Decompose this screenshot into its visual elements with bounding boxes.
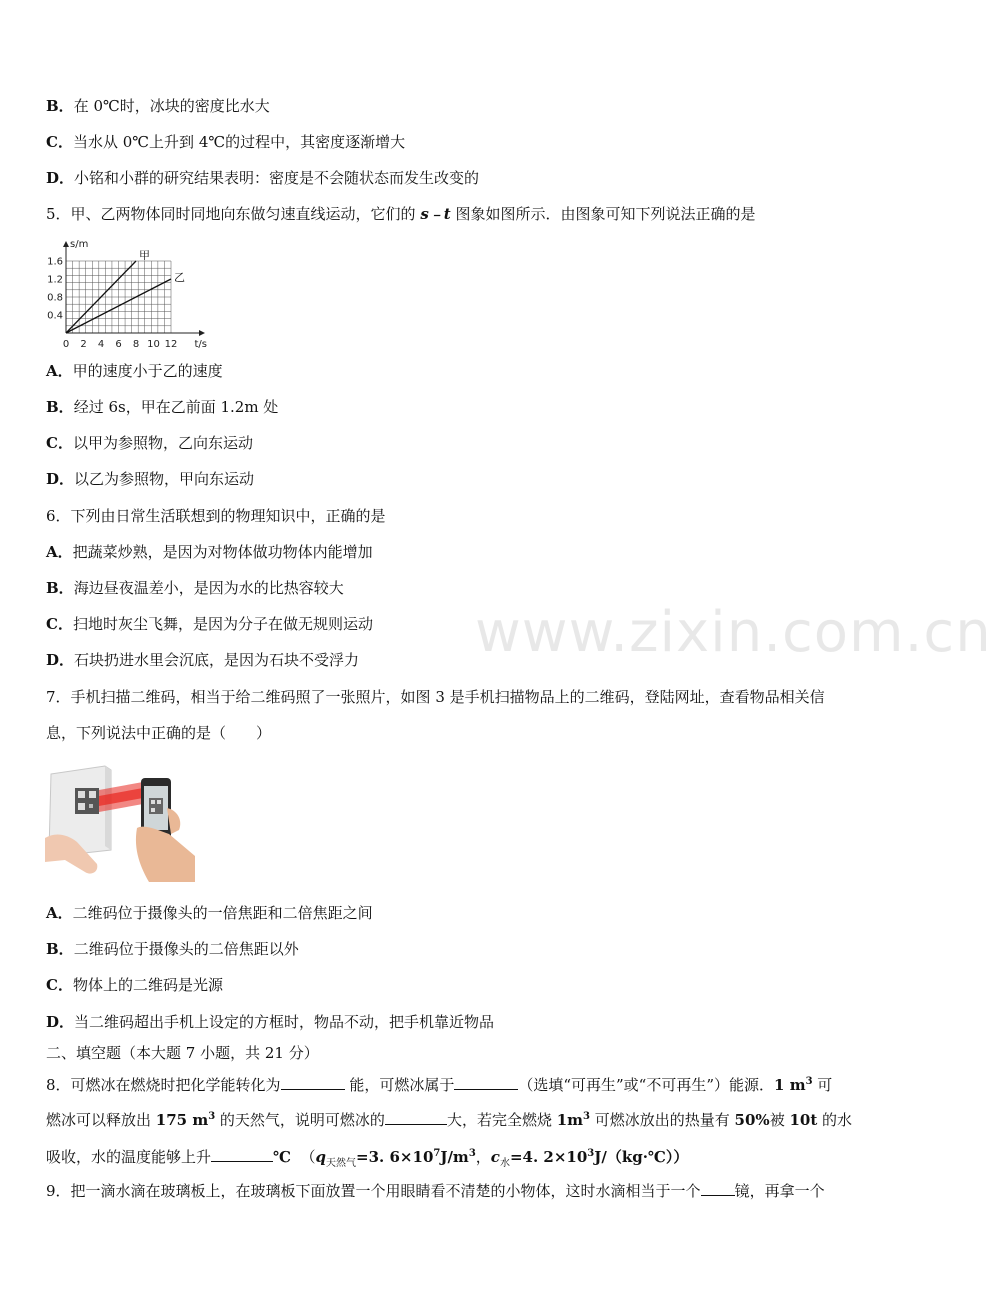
q5-option-a[interactable]: A．甲的速度小于乙的速度: [46, 362, 223, 380]
q8-line1: 8．可燃冰在燃烧时把化学能转化为 能，可燃冰属于 （选填“可再生”或“不可再生”）能源．1 $m^3$ 可: [46, 1076, 833, 1094]
q8-blank-1[interactable]: [281, 1075, 345, 1090]
q6-stem: 6．下列由日常生活联想到的物理知识中，正确的是: [46, 507, 386, 525]
y-tick-label: 1.2: [47, 274, 63, 286]
q4-option-d[interactable]: D．小铭和小群的研究结果表明：密度是不会随状态而发生改变的: [46, 169, 480, 187]
y-tick-label: 0.4: [47, 310, 63, 322]
q7-option-d[interactable]: D．当二维码超出手机上设定的方框时，物品不动，把手机靠近物品: [46, 1013, 495, 1031]
q4-option-b[interactable]: B．在 0℃时，冰块的密度比水大: [46, 97, 270, 115]
watermark: www.zixin.com.cn: [475, 600, 992, 665]
q9-blank-1[interactable]: [701, 1181, 735, 1196]
y-axis-label: s/m: [70, 239, 89, 250]
q5-stem: 5．甲、乙两物体同时同地向东做匀速直线运动，它们的 s﹣t 图象如图所示．由图象可知下列说法正确的是: [46, 205, 756, 223]
y-tick-label: 1.6: [47, 256, 63, 268]
q7-option-c[interactable]: C．物体上的二维码是光源: [46, 976, 223, 994]
x-axis-label: t/s: [194, 339, 207, 350]
section-title: 二、填空题（本大题 7 小题，共 21 分）: [46, 1044, 319, 1062]
x-tick-label: 0: [62, 339, 70, 350]
x-axis-arrow: [199, 330, 205, 336]
q6-option-b[interactable]: B．海边昼夜温差小，是因为水的比热容较大: [46, 579, 344, 597]
x-tick-label: 6: [115, 339, 122, 350]
x-tick-label: 2: [80, 339, 87, 350]
st-graph: [40, 233, 210, 353]
q7-option-a[interactable]: A．二维码位于摄像头的一倍焦距和二倍焦距之间: [46, 904, 373, 922]
q6-option-a[interactable]: A．把蔬菜炒熟，是因为对物体做功物体内能增加: [46, 543, 373, 561]
q8-blank-4[interactable]: [211, 1147, 273, 1162]
q6-option-d[interactable]: D．石块扔进水里会沉底，是因为石块不受浮力: [46, 651, 360, 669]
q7-stem-line2: 息，下列说法中正确的是（ ）: [46, 724, 272, 742]
q8-line3: 吸收，水的温度能够上升 ℃ （$q_{天然气}=3$. $6\times 10^7J/m^3$，$c_水=4$. $2\times 10^3J/(kg\cdot℃)$）: [46, 1148, 689, 1169]
q6-option-c[interactable]: C．扫地时灰尘飞舞，是因为分子在做无规则运动: [46, 615, 373, 633]
q5-option-c[interactable]: C．以甲为参照物，乙向东运动: [46, 434, 253, 452]
x-tick-label: 12: [164, 339, 178, 350]
x-tick-label: 8: [132, 339, 140, 350]
q8-line2: 燃冰可以释放出 175 $m^3$ 的天然气，说明可燃冰的 大，若完全燃烧 $1m^3$ 可燃冰放出的热量有 50%被 10t 的水: [46, 1111, 853, 1129]
q7-option-b[interactable]: B．二维码位于摄像头的二倍焦距以外: [46, 940, 299, 958]
qr-scan-illustration: [45, 764, 197, 882]
q8-blank-2[interactable]: [454, 1075, 518, 1090]
x-tick-label: 10: [147, 339, 160, 350]
series-label-1: 乙: [174, 271, 185, 284]
x-tick-label: 4: [97, 339, 105, 350]
q5-option-b[interactable]: B．经过 6s，甲在乙前面 1.2m 处: [46, 398, 279, 416]
y-axis-arrow: [63, 241, 69, 247]
y-tick-label: 0.8: [47, 292, 63, 304]
q8-blank-3[interactable]: [385, 1110, 447, 1125]
q9-line1: 9．把一滴水滴在玻璃板上，在玻璃板下面放置一个用眼睛看不清楚的小物体，这时水滴相当于一个 镜，再拿一个: [46, 1182, 825, 1200]
q7-stem-line1: 7．手机扫描二维码，相当于给二维码照了一张照片，如图 3 是手机扫描物品上的二维码，登陆网址，查看物品相关信: [46, 688, 825, 706]
series-label-0: 甲: [139, 249, 150, 262]
q4-option-c[interactable]: C．当水从 0℃上升到 4℃的过程中，其密度逐渐增大: [46, 133, 406, 151]
q5-option-d[interactable]: D．以乙为参照物，甲向东运动: [46, 470, 255, 488]
